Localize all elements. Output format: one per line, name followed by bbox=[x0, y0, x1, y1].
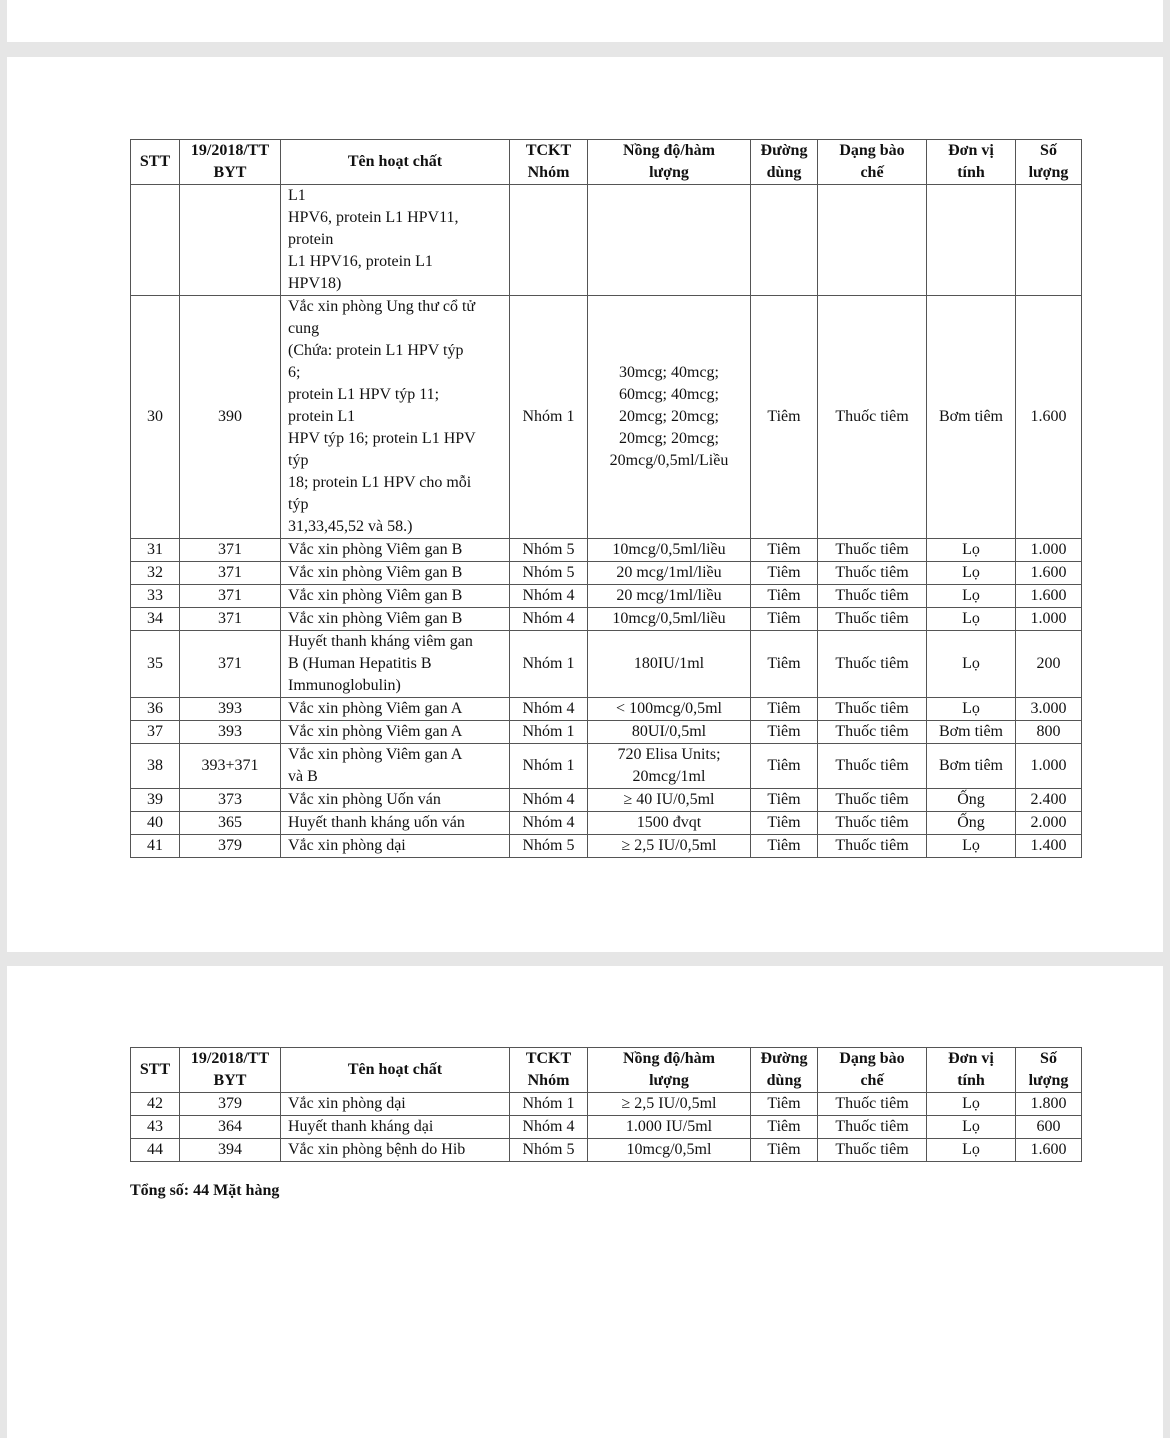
header-name: Tên hoạt chất bbox=[281, 1048, 510, 1093]
cell-unit: Lọ bbox=[927, 631, 1016, 698]
cell-stt: 33 bbox=[131, 585, 180, 608]
cell-name: Vắc xin phòng dại bbox=[281, 835, 510, 858]
cell-unit: Lọ bbox=[927, 1116, 1016, 1139]
table-row bbox=[131, 631, 1082, 698]
cell-group: Nhóm 5 bbox=[510, 539, 588, 562]
cell-qty: 600 bbox=[1016, 1116, 1082, 1139]
cell-dose: 20 mcg/1ml/liều bbox=[588, 562, 751, 585]
cell-group: Nhóm 4 bbox=[510, 608, 588, 631]
cell-form: Thuốc tiêm bbox=[818, 1139, 927, 1162]
table-row bbox=[131, 296, 1082, 539]
cell-route: Tiêm bbox=[751, 562, 818, 585]
cell-group: Nhóm 1 bbox=[510, 296, 588, 539]
table-header bbox=[131, 1048, 1082, 1093]
cell-unit: Lọ bbox=[927, 562, 1016, 585]
cell-form: Thuốc tiêm bbox=[818, 1093, 927, 1116]
cell-name: Huyết thanh kháng viêm gan B (Human Hepatitis B Immunoglobulin) bbox=[281, 631, 510, 698]
cell-unit: Bơm tiêm bbox=[927, 744, 1016, 789]
cell-qty: 2.000 bbox=[1016, 812, 1082, 835]
cell-form: Thuốc tiêm bbox=[818, 1116, 927, 1139]
cell-code: 371 bbox=[180, 585, 281, 608]
header-stt: STT bbox=[131, 1048, 180, 1093]
cell-qty: 1.400 bbox=[1016, 835, 1082, 858]
cell-qty: 1.000 bbox=[1016, 744, 1082, 789]
cell-name: Vắc xin phòng Viêm gan A bbox=[281, 698, 510, 721]
cell-route: Tiêm bbox=[751, 585, 818, 608]
cell-form: Thuốc tiêm bbox=[818, 721, 927, 744]
cell-form: Thuốc tiêm bbox=[818, 296, 927, 539]
cell-qty: 1.000 bbox=[1016, 608, 1082, 631]
cell-name: Vắc xin phòng bệnh do Hib bbox=[281, 1139, 510, 1162]
cell-dose: ≥ 2,5 IU/0,5ml bbox=[588, 835, 751, 858]
cell-unit: Ống bbox=[927, 812, 1016, 835]
cell-code: 394 bbox=[180, 1139, 281, 1162]
cell-group: Nhóm 5 bbox=[510, 562, 588, 585]
cell-stt: 34 bbox=[131, 608, 180, 631]
cell-dose: ≥ 2,5 IU/0,5ml bbox=[588, 1093, 751, 1116]
table-row bbox=[131, 1116, 1082, 1139]
header-name: Tên hoạt chất bbox=[281, 140, 510, 185]
cell-name: Vắc xin phòng Viêm gan B bbox=[281, 539, 510, 562]
cell-route: Tiêm bbox=[751, 296, 818, 539]
cell-code: 371 bbox=[180, 631, 281, 698]
cell-code: 364 bbox=[180, 1116, 281, 1139]
cell-code: 390 bbox=[180, 296, 281, 539]
cell-dose: 1500 đvqt bbox=[588, 812, 751, 835]
total-count: Tổng số: 44 Mặt hàng bbox=[130, 1182, 280, 1199]
cell-form: Thuốc tiêm bbox=[818, 835, 927, 858]
page-sheet-1 bbox=[7, 57, 1163, 952]
cell-dose: 30mcg; 40mcg; 60mcg; 40mcg; 20mcg; 20mcg; 20mcg; 20mcg; 20mcg/0,5ml/Liều bbox=[588, 296, 751, 539]
cell-qty: 3.000 bbox=[1016, 698, 1082, 721]
header-group: TCKT Nhóm bbox=[510, 140, 588, 185]
header-unit: Đơn vị tính bbox=[927, 140, 1016, 185]
cell-route: Tiêm bbox=[751, 721, 818, 744]
table-row bbox=[131, 744, 1082, 789]
cell-form: Thuốc tiêm bbox=[818, 562, 927, 585]
cell-stt: 39 bbox=[131, 789, 180, 812]
cell-group: Nhóm 4 bbox=[510, 812, 588, 835]
cell-name: L1 HPV6, protein L1 HPV11, protein L1 HPV16, protein L1 HPV18) bbox=[281, 185, 510, 296]
cell-qty: 800 bbox=[1016, 721, 1082, 744]
cell-route: Tiêm bbox=[751, 812, 818, 835]
cell-group: Nhóm 1 bbox=[510, 631, 588, 698]
cell-stt: 44 bbox=[131, 1139, 180, 1162]
cell-form: Thuốc tiêm bbox=[818, 698, 927, 721]
cell-code: 371 bbox=[180, 539, 281, 562]
header-dose: Nồng độ/hàm lượng bbox=[588, 140, 751, 185]
cell-form: Thuốc tiêm bbox=[818, 631, 927, 698]
header-stt: STT bbox=[131, 140, 180, 185]
cell-name: Vắc xin phòng dại bbox=[281, 1093, 510, 1116]
cell-route: Tiêm bbox=[751, 744, 818, 789]
cell-qty: 2.400 bbox=[1016, 789, 1082, 812]
header-group: TCKT Nhóm bbox=[510, 1048, 588, 1093]
cell-qty: 1.600 bbox=[1016, 1139, 1082, 1162]
cell-unit: Lọ bbox=[927, 608, 1016, 631]
cell-dose: 10mcg/0,5ml bbox=[588, 1139, 751, 1162]
cell-route: Tiêm bbox=[751, 631, 818, 698]
cell-form: Thuốc tiêm bbox=[818, 608, 927, 631]
cell-code: 371 bbox=[180, 562, 281, 585]
cell-route: Tiêm bbox=[751, 1139, 818, 1162]
cell-group: Nhóm 1 bbox=[510, 721, 588, 744]
cell-dose: 720 Elisa Units; 20mcg/1ml bbox=[588, 744, 751, 789]
table-row bbox=[131, 539, 1082, 562]
cell-name: Huyết thanh kháng uốn ván bbox=[281, 812, 510, 835]
cell-dose: 1.000 IU/5ml bbox=[588, 1116, 751, 1139]
cell-dose: 20 mcg/1ml/liều bbox=[588, 585, 751, 608]
cell-stt: 42 bbox=[131, 1093, 180, 1116]
cell-stt: 41 bbox=[131, 835, 180, 858]
cell-form: Thuốc tiêm bbox=[818, 744, 927, 789]
table-row bbox=[131, 835, 1082, 858]
cell-route: Tiêm bbox=[751, 835, 818, 858]
cell-form: Thuốc tiêm bbox=[818, 585, 927, 608]
cell-code: 393+371 bbox=[180, 744, 281, 789]
cell-code: 393 bbox=[180, 698, 281, 721]
cell-unit: Ống bbox=[927, 789, 1016, 812]
cell-name: Vắc xin phòng Viêm gan B bbox=[281, 585, 510, 608]
cell-name: Huyết thanh kháng dại bbox=[281, 1116, 510, 1139]
cell-dose: ≥ 40 IU/0,5ml bbox=[588, 789, 751, 812]
cell-route: Tiêm bbox=[751, 1116, 818, 1139]
cell-stt: 32 bbox=[131, 562, 180, 585]
cell-dose: 80UI/0,5ml bbox=[588, 721, 751, 744]
cell-group: Nhóm 4 bbox=[510, 1116, 588, 1139]
cell-qty: 1.600 bbox=[1016, 562, 1082, 585]
table-row-continued bbox=[131, 185, 1082, 296]
cell-route: Tiêm bbox=[751, 789, 818, 812]
header-unit: Đơn vị tính bbox=[927, 1048, 1016, 1093]
table-header bbox=[131, 140, 1082, 185]
cell-qty: 1.000 bbox=[1016, 539, 1082, 562]
cell-stt: 37 bbox=[131, 721, 180, 744]
cell-dose: 10mcg/0,5ml/liều bbox=[588, 539, 751, 562]
cell-group: Nhóm 4 bbox=[510, 698, 588, 721]
page-sheet-previous bbox=[7, 0, 1163, 42]
cell-qty: 200 bbox=[1016, 631, 1082, 698]
cell-group: Nhóm 1 bbox=[510, 744, 588, 789]
cell-code: 379 bbox=[180, 1093, 281, 1116]
cell-dose: 180IU/1ml bbox=[588, 631, 751, 698]
header-route: Đường dùng bbox=[751, 1048, 818, 1093]
table-row bbox=[131, 1093, 1082, 1116]
cell-code: 373 bbox=[180, 789, 281, 812]
cell-unit: Lọ bbox=[927, 835, 1016, 858]
cell-stt: 30 bbox=[131, 296, 180, 539]
cell-unit: Bơm tiêm bbox=[927, 296, 1016, 539]
cell-unit: Lọ bbox=[927, 1139, 1016, 1162]
cell-group: Nhóm 4 bbox=[510, 789, 588, 812]
cell-code: 393 bbox=[180, 721, 281, 744]
table-row bbox=[131, 562, 1082, 585]
table-row bbox=[131, 812, 1082, 835]
cell-stt: 35 bbox=[131, 631, 180, 698]
cell-form: Thuốc tiêm bbox=[818, 539, 927, 562]
header-qty: Số lượng bbox=[1016, 140, 1082, 185]
cell-code: 379 bbox=[180, 835, 281, 858]
cell-name: Vắc xin phòng Ung thư cổ tử cung (Chứa: protein L1 HPV týp 6; protein L1 HPV týp 11; protein L1 HPV týp 16; protein L1 HPV týp 18; protein L1 HPV cho mỗi týp 31,33,45,52 và 58.) bbox=[281, 296, 510, 539]
header-decision: 19/2018/TT BYT bbox=[180, 140, 281, 185]
cell-unit: Bơm tiêm bbox=[927, 721, 1016, 744]
cell-name: Vắc xin phòng Uốn ván bbox=[281, 789, 510, 812]
table-row bbox=[131, 608, 1082, 631]
cell-route: Tiêm bbox=[751, 698, 818, 721]
cell-route: Tiêm bbox=[751, 608, 818, 631]
table-row bbox=[131, 1139, 1082, 1162]
cell-form: Thuốc tiêm bbox=[818, 789, 927, 812]
cell-route: Tiêm bbox=[751, 539, 818, 562]
cell-stt: 43 bbox=[131, 1116, 180, 1139]
cell-unit: Lọ bbox=[927, 539, 1016, 562]
cell-name: Vắc xin phòng Viêm gan A và B bbox=[281, 744, 510, 789]
cell-stt: 40 bbox=[131, 812, 180, 835]
cell-name: Vắc xin phòng Viêm gan B bbox=[281, 608, 510, 631]
cell-qty: 1.600 bbox=[1016, 585, 1082, 608]
header-form: Dạng bào chế bbox=[818, 1048, 927, 1093]
cell-unit: Lọ bbox=[927, 585, 1016, 608]
cell-dose: 10mcg/0,5ml/liều bbox=[588, 608, 751, 631]
table-row bbox=[131, 789, 1082, 812]
cell-group: Nhóm 1 bbox=[510, 1093, 588, 1116]
cell-code: 371 bbox=[180, 608, 281, 631]
table-row bbox=[131, 721, 1082, 744]
header-route: Đường dùng bbox=[751, 140, 818, 185]
vaccine-table-page-2 bbox=[130, 1047, 1082, 1162]
cell-group: Nhóm 5 bbox=[510, 1139, 588, 1162]
cell-stt: 31 bbox=[131, 539, 180, 562]
cell-dose: < 100mcg/0,5ml bbox=[588, 698, 751, 721]
table-row bbox=[131, 585, 1082, 608]
header-form: Dạng bào chế bbox=[818, 140, 927, 185]
header-dose: Nồng độ/hàm lượng bbox=[588, 1048, 751, 1093]
page-sheet-2 bbox=[7, 966, 1163, 1438]
cell-route: Tiêm bbox=[751, 1093, 818, 1116]
cell-code: 365 bbox=[180, 812, 281, 835]
cell-qty: 1.600 bbox=[1016, 296, 1082, 539]
cell-group: Nhóm 4 bbox=[510, 585, 588, 608]
header-decision: 19/2018/TT BYT bbox=[180, 1048, 281, 1093]
cell-qty: 1.800 bbox=[1016, 1093, 1082, 1116]
header-qty: Số lượng bbox=[1016, 1048, 1082, 1093]
cell-stt: 36 bbox=[131, 698, 180, 721]
cell-group: Nhóm 5 bbox=[510, 835, 588, 858]
cell-unit: Lọ bbox=[927, 1093, 1016, 1116]
cell-form: Thuốc tiêm bbox=[818, 812, 927, 835]
cell-name: Vắc xin phòng Viêm gan B bbox=[281, 562, 510, 585]
cell-unit: Lọ bbox=[927, 698, 1016, 721]
vaccine-table-page-1 bbox=[130, 139, 1082, 858]
cell-stt: 38 bbox=[131, 744, 180, 789]
table-row bbox=[131, 698, 1082, 721]
cell-name: Vắc xin phòng Viêm gan A bbox=[281, 721, 510, 744]
